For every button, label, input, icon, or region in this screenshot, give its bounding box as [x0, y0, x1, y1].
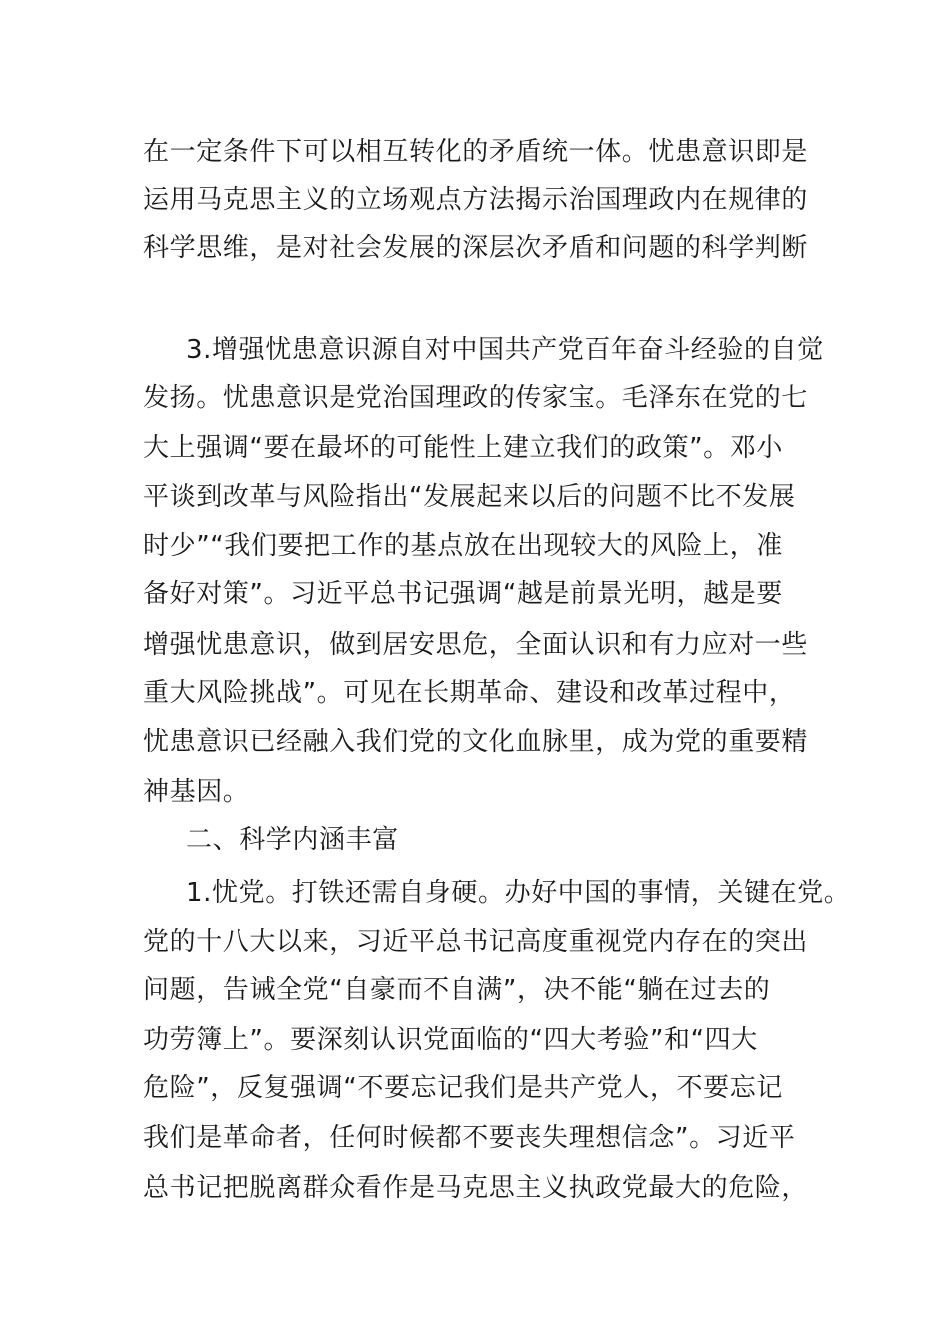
- text-line: 备好对策”。习近平总书记强调“越是前景光明，越是要: [143, 579, 783, 609]
- section-heading: 二、科学内涵丰富: [186, 825, 399, 855]
- numbered-paragraph-start: 1.忧党。打铁还需自身硬。办好中国的事情，关键在党。: [186, 878, 851, 908]
- text-line: 运用马克思主义的立场观点方法揭示治国理政内在规律的: [143, 185, 809, 215]
- text-line: 危险”，反复强调“不要忘记我们是共产党人，不要忘记: [143, 1073, 783, 1103]
- text-line: 发扬。忧患意识是党治国理政的传家宝。毛泽东在党的七: [143, 383, 809, 413]
- text-line: 功劳簿上”。要深刻认识党面临的“四大考验”和“四大: [143, 1025, 758, 1055]
- text-line: 党的十八大以来，习近平总书记高度重视党内存在的突出: [143, 927, 809, 957]
- text-line: 科学思维，是对社会发展的深层次矛盾和问题的科学判断: [143, 233, 809, 263]
- numbered-paragraph-start: 3.增强忧患意识源自对中国共产党百年奋斗经验的自觉: [186, 335, 824, 365]
- text-line: 忧患意识已经融入我们党的文化血脉里，成为党的重要精: [143, 727, 809, 757]
- text-line: 问题，告诫全党“自豪而不自满”，决不能“躺在过去的: [143, 975, 771, 1005]
- text-line: 神基因。: [143, 777, 250, 807]
- text-line: 大上强调“要在最坏的可能性上建立我们的政策”。邓小: [143, 433, 783, 463]
- text-line: 总书记把脱离群众看作是马克思主义执政党最大的危险，: [143, 1173, 809, 1203]
- text-line: 增强忧患意识，做到居安思危，全面认识和有力应对一些: [143, 630, 809, 660]
- text-line: 重大风险挑战”。可见在长期革命、建设和改革过程中，: [143, 678, 796, 708]
- text-line: 我们是革命者，任何时候都不要丧失理想信念”。习近平: [143, 1123, 796, 1153]
- text-line: 在一定条件下可以相互转化的矛盾统一体。忧患意识即是: [143, 137, 809, 167]
- text-line: 时少”“我们要把工作的基点放在出现较大的风险上，准: [143, 531, 783, 561]
- text-line: 平谈到改革与风险指出“发展起来以后的问题不比不发展: [143, 482, 796, 512]
